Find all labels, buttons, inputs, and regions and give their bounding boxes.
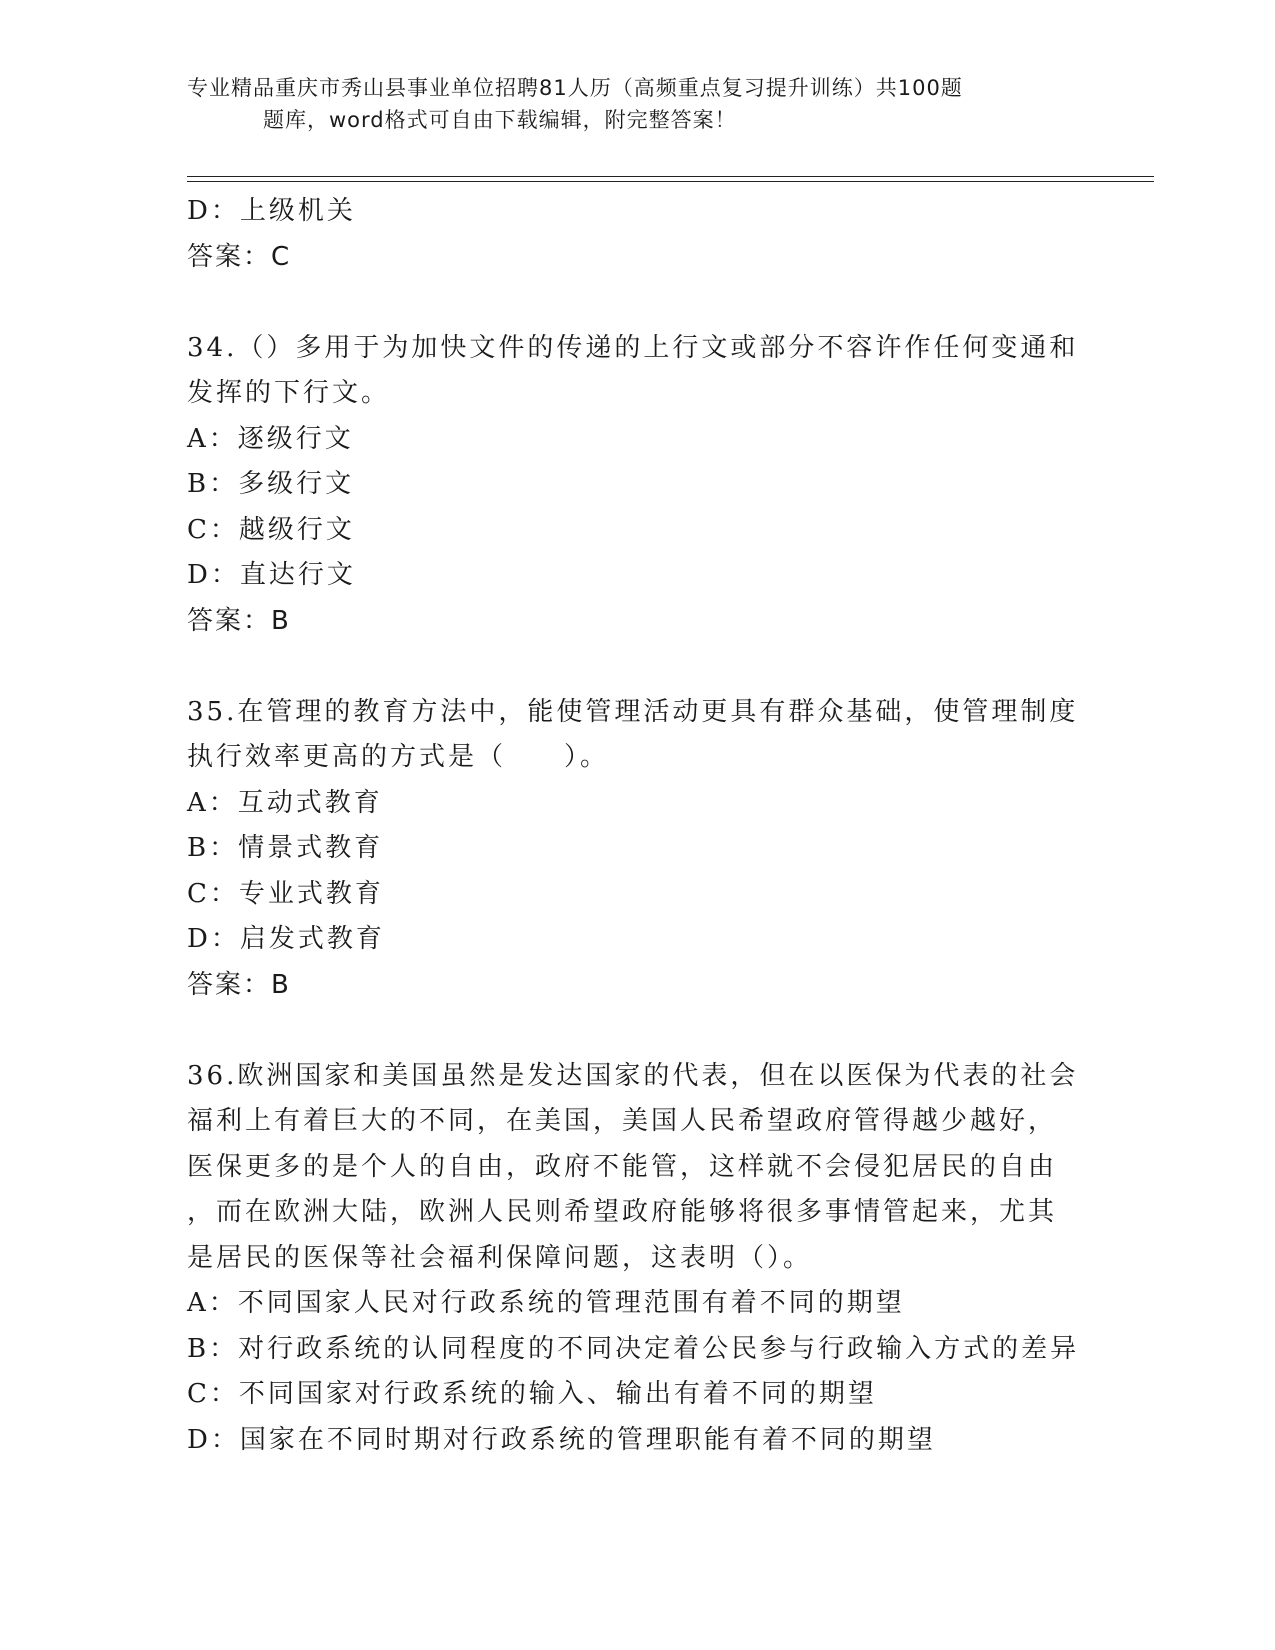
header-title-line-2: 题库，word格式可自由下载编辑，附完整答案！: [263, 108, 737, 132]
question-stem: 是居民的医保等社会福利保障问题，这表明（）。: [187, 1242, 813, 1273]
option-c: C：专业式教育: [187, 878, 384, 909]
option-b: B：情景式教育: [187, 833, 384, 863]
option-a: A：不同国家人民对行政系统的管理范围有着不同的期望: [187, 1288, 905, 1318]
option-a: A：逐级行文: [187, 423, 354, 454]
answer: 答案：B: [187, 605, 291, 636]
spacer: [187, 280, 1087, 326]
option-d: D：国家在不同时期对行政系统的管理职能有着不同的期望: [187, 1424, 936, 1455]
question-35: [187, 690, 1087, 1009]
option-d: D：上级机关: [187, 196, 356, 226]
option-d: D：直达行文: [187, 560, 356, 590]
spacer: [187, 644, 1087, 690]
answer: 答案：B: [187, 969, 291, 1000]
option-a: A：互动式教育: [187, 787, 383, 818]
answer: 答案：C: [187, 241, 292, 272]
question-34: [187, 326, 1087, 645]
question-stem: 34.（）多用于为加快文件的传递的上行文或部分不容许作任何变通和: [187, 332, 1079, 363]
spacer: [187, 1008, 1087, 1054]
header-rule-bottom: [187, 181, 1154, 182]
prev-question-tail: [187, 189, 1087, 280]
option-c: C：越级行文: [187, 514, 355, 545]
question-stem: 36.欧洲国家和美国虽然是发达国家的代表，但在以医保为代表的社会: [187, 1060, 1079, 1091]
header-title-line-1: 专业精品重庆市秀山县事业单位招聘81人历（高频重点复习提升训练）共100题: [187, 76, 963, 100]
option-b: B：多级行文: [187, 469, 355, 499]
option-d: D：启发式教育: [187, 924, 385, 954]
question-stem: 发挥的下行文。: [187, 378, 391, 408]
question-stem: 医保更多的是个人的自由，政府不能管，这样就不会侵犯居民的自由: [187, 1151, 1058, 1182]
option-b: B：对行政系统的认同程度的不同决定着公民参与行政输入方式的差异: [187, 1333, 1080, 1364]
question-stem: 执行效率更高的方式是（ ）。: [187, 742, 610, 772]
document-header: [187, 72, 1067, 136]
question-stem: 福利上有着巨大的不同，在美国，美国人民希望政府管得越少越好，: [187, 1106, 1058, 1136]
question-36: [187, 1054, 1087, 1464]
option-c: C：不同国家对行政系统的输入、输出有着不同的期望: [187, 1379, 877, 1409]
document-body: [187, 189, 1087, 1463]
question-stem: ，而在欧洲大陆，欧洲人民则希望政府能够将很多事情管起来，尤其: [187, 1197, 1058, 1227]
question-stem: 35.在管理的教育方法中，能使管理活动更具有群众基础，使管理制度: [187, 696, 1079, 727]
header-rule-top: [187, 176, 1154, 177]
